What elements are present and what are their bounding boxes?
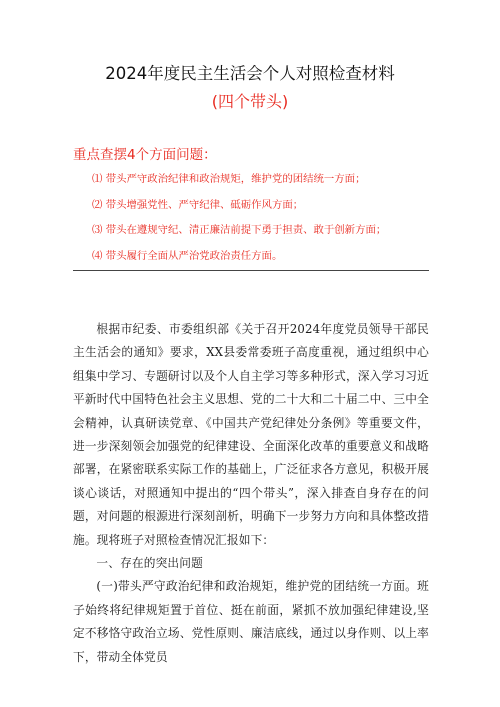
document-title: 2024年度民主生活会个人对照检查材料 bbox=[105, 64, 395, 83]
focus-item: ⑴ 带头严守政治纪律和政治规矩，维护党的团结统一方面； bbox=[92, 173, 366, 185]
focus-item: ⑶ 带头在遵规守纪、清正廉洁前提下勇于担责、敢于创新方面； bbox=[92, 224, 387, 236]
focus-heading: 重点查摆4个方面问题： bbox=[73, 147, 217, 163]
focus-list bbox=[92, 172, 442, 274]
section-divider bbox=[73, 270, 429, 271]
focus-item: ⑵ 带头增强党性、严守纪律、砥砺作风方面； bbox=[92, 198, 304, 211]
subsection-paragraph: (一)带头严守政治纪律和政治规矩，维护党的团结统一方面。班子始终将纪律规矩置于首位、挺在前面，紧抓不放加强纪律建设,坚定不移恪守政治立场、党性原则、廉洁底线，通过以身作则、以上率下，带动全体党员 bbox=[73, 579, 429, 664]
section-heading: 一、存在的突出问题 bbox=[96, 556, 203, 571]
document-subtitle: (四个带头) bbox=[211, 92, 289, 111]
intro-paragraph: 根据市纪委、市委组织部《关于召开2024年度党员领导干部民主生活会的通知》要求，XX县委常委班子高度重视，通过组织中心组集中学习、专题研讨以及个人自主学习等多种形式，深入学习习近平新时代中国特色社会主义思想、党的二十大和二十届二中、三中全会精神，认真研读党章、《中国共产党纪律处分条例》等重要文件，进一步深刻领会加强党的纪律建设、全面深化改革的重要意义和战略部署，在紧密联系实际工作的基础上，广泛征求各方意见，积极开展谈心谈话，对照通知中提出的“四个带头”，深入排查自身存在的问题，对问题的根源进行深刻剖析，明确下一步努力方向和具体整改措施。现将班子对照检查情况汇报如下： bbox=[73, 322, 429, 547]
body-text bbox=[73, 318, 429, 669]
focus-item: ⑷ 带头履行全面从严治党政治责任方面。 bbox=[92, 249, 283, 262]
